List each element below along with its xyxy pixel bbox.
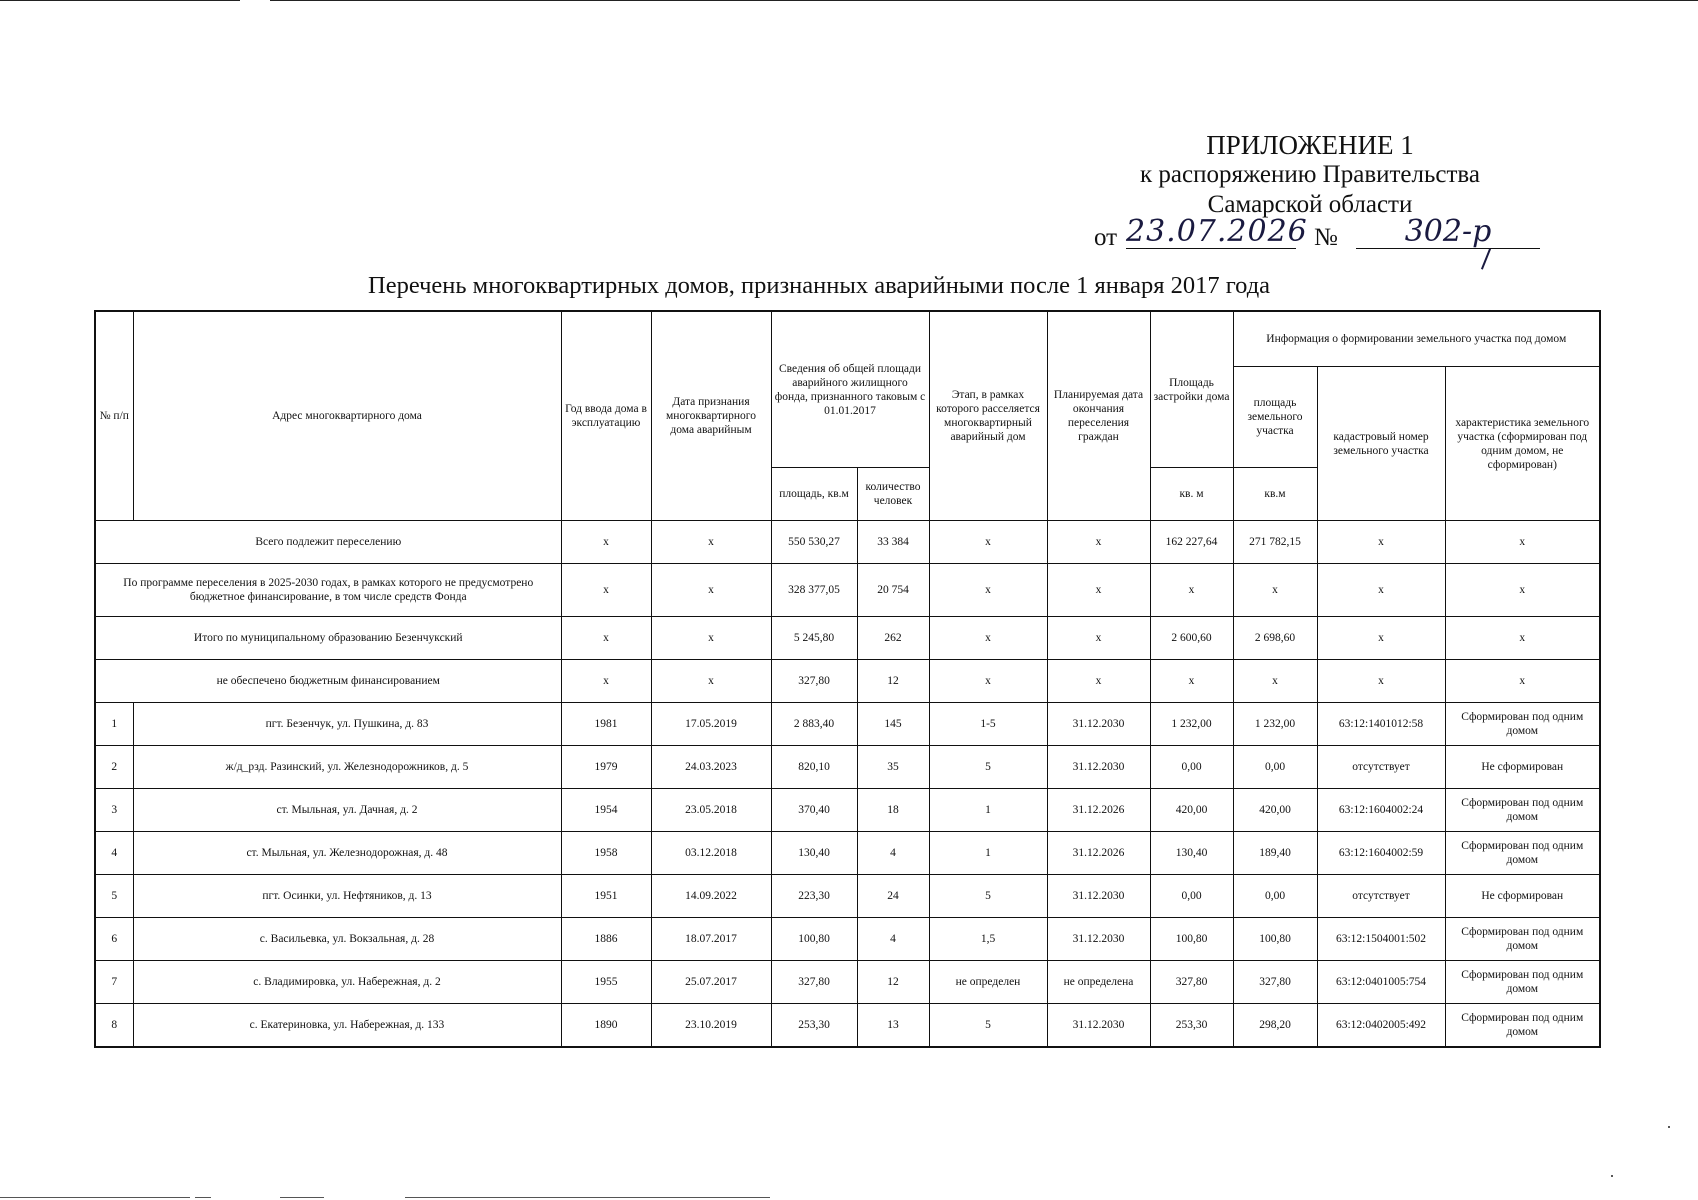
cell-cadastral: 63:12:1604002:59 [1317,832,1445,875]
cell-planned: x [1047,564,1150,617]
table-row [95,746,1600,789]
cell-planned: не определена [1047,961,1150,1004]
cell-stage: 1 [929,789,1047,832]
cell-date: x [651,521,771,564]
cell-stage: 5 [929,1004,1047,1048]
cell-number: 3 [95,789,133,832]
cell-people: 20 754 [857,564,929,617]
cell-stage: 1,5 [929,918,1047,961]
cell-built: 100,80 [1150,918,1233,961]
cell-characteristic: x [1445,660,1600,703]
header-fund-area: площадь, кв.м [771,468,857,521]
summary-row [95,521,1600,564]
cell-address: пгт. Осинки, ул. Нефтяников, д. 13 [133,875,561,918]
header-stage: Этап, в рамках которого расселяется многоквартирный аварийный дом [929,311,1047,521]
cell-cadastral: x [1317,660,1445,703]
scan-bottom-edge [405,1197,770,1198]
cell-planned: 31.12.2030 [1047,875,1150,918]
cell-built: 1 232,00 [1150,703,1233,746]
cell-area: 2 883,40 [771,703,857,746]
header-date-recognized: Дата признания многоквартирного дома аварийным [651,311,771,521]
document-title: Перечень многоквартирных домов, признанных аварийными после 1 января 2017 года [368,272,1271,299]
cell-people: 12 [857,961,929,1004]
cell-land: 420,00 [1233,789,1317,832]
cell-planned: 31.12.2030 [1047,918,1150,961]
header-address: Адрес многоквартирного дома [133,311,561,521]
cell-stage: не определен [929,961,1047,1004]
cell-built: 130,40 [1150,832,1233,875]
cell-area: 100,80 [771,918,857,961]
cell-stage: 5 [929,746,1047,789]
cell-stage: 1 [929,832,1047,875]
cell-number: 1 [95,703,133,746]
cell-cadastral: 63:12:1504001:502 [1317,918,1445,961]
cell-date: x [651,564,771,617]
order-date-line [1090,214,1560,252]
cell-address: ст. Мыльная, ул. Дачная, д. 2 [133,789,561,832]
cell-area: 820,10 [771,746,857,789]
cell-address: с. Екатериновка, ул. Набережная, д. 133 [133,1004,561,1048]
cell-people: 35 [857,746,929,789]
cell-built: 0,00 [1150,875,1233,918]
cell-year: 1979 [561,746,651,789]
cell-characteristic: Не сформирован [1445,746,1600,789]
handwriting-flourish [1481,248,1491,269]
cell-year: 1955 [561,961,651,1004]
cell-year: 1954 [561,789,651,832]
cell-cadastral: x [1317,564,1445,617]
cell-area: 328 377,05 [771,564,857,617]
cell-area: 550 530,27 [771,521,857,564]
table-row [95,789,1600,832]
cell-address: ж/д_рзд. Разинский, ул. Железнодорожников, д. 5 [133,746,561,789]
summary-row [95,617,1600,660]
header-fund-info: Сведения об общей площади аварийного жилищного фонда, признанного таковым с 01.01.2017 [771,311,929,468]
header-characteristic: характеристика земельного участка (сформирован под одним домом, не сформирован) [1445,367,1600,521]
cell-people: 18 [857,789,929,832]
header-land-area-unit: кв.м [1233,468,1317,521]
appendix-block [1090,130,1530,220]
cell-stage: 1-5 [929,703,1047,746]
cell-land: 0,00 [1233,746,1317,789]
table-row [95,961,1600,1004]
cell-date: x [651,617,771,660]
cell-stage: x [929,617,1047,660]
cell-built: 0,00 [1150,746,1233,789]
cell-built: 327,80 [1150,961,1233,1004]
cell-date: 23.05.2018 [651,789,771,832]
header-fund-people: количество человек [857,468,929,521]
scan-bottom-edge [0,1197,190,1198]
cell-stage: 5 [929,875,1047,918]
cell-planned: 31.12.2026 [1047,832,1150,875]
cell-area: 130,40 [771,832,857,875]
cell-number: 8 [95,1004,133,1048]
cell-people: 145 [857,703,929,746]
cell-date: 25.07.2017 [651,961,771,1004]
cell-built: 420,00 [1150,789,1233,832]
cell-cadastral: отсутствует [1317,746,1445,789]
cell-address: ст. Мыльная, ул. Железнодорожная, д. 48 [133,832,561,875]
cell-date: 18.07.2017 [651,918,771,961]
summary-label: Итого по муниципальному образованию Безенчукский [95,617,561,660]
cell-number: 7 [95,961,133,1004]
cell-year: x [561,521,651,564]
cell-characteristic: Сформирован под одним домом [1445,961,1600,1004]
order-from-label: от [1094,224,1118,251]
cell-address: пгт. Безенчук, ул. Пушкина, д. 83 [133,703,561,746]
cell-planned: 31.12.2030 [1047,703,1150,746]
cell-planned: 31.12.2026 [1047,789,1150,832]
table-row [95,875,1600,918]
table-row [95,832,1600,875]
table-row [95,703,1600,746]
cell-stage: x [929,521,1047,564]
cell-cadastral: x [1317,617,1445,660]
cell-area: 223,30 [771,875,857,918]
header-land-area: площадь земельного участка [1233,367,1317,468]
cell-land: x [1233,564,1317,617]
cell-area: 370,40 [771,789,857,832]
cell-planned: 31.12.2030 [1047,746,1150,789]
cell-cadastral: x [1317,521,1445,564]
cell-year: x [561,660,651,703]
cell-cadastral: 63:12:0402005:492 [1317,1004,1445,1048]
cell-land: 2 698,60 [1233,617,1317,660]
cell-year: 1951 [561,875,651,918]
scan-bottom-edge [195,1197,211,1198]
cell-people: 12 [857,660,929,703]
cell-land: 100,80 [1233,918,1317,961]
cell-characteristic: Сформирован под одним домом [1445,789,1600,832]
order-date: 23.07.2026 [1126,214,1308,249]
cell-year: x [561,617,651,660]
cell-date: x [651,660,771,703]
summary-label: Всего подлежит переселению [95,521,561,564]
scan-top-edge [270,0,1698,1]
cell-characteristic: x [1445,617,1600,660]
cell-cadastral: отсутствует [1317,875,1445,918]
cell-address: с. Васильевка, ул. Вокзальная, д. 28 [133,918,561,961]
appendix-line-2: к распоряжению Правительства [1139,161,1480,188]
cell-date: 24.03.2023 [651,746,771,789]
cell-characteristic: x [1445,564,1600,617]
cell-people: 24 [857,875,929,918]
cell-number: 4 [95,832,133,875]
cell-land: 298,20 [1233,1004,1317,1048]
cell-characteristic: Не сформирован [1445,875,1600,918]
cell-year: 1981 [561,703,651,746]
housing-register-table [94,310,1601,1048]
order-number-label: № [1314,224,1338,251]
scan-speck [1611,1175,1613,1177]
scan-speck [1668,1126,1670,1128]
appendix-heading: ПРИЛОЖЕНИЕ 1 [1206,130,1414,160]
cell-stage: x [929,564,1047,617]
cell-people: 33 384 [857,521,929,564]
cell-built: 162 227,64 [1150,521,1233,564]
cell-cadastral: 63:12:0401005:754 [1317,961,1445,1004]
table-row [95,918,1600,961]
cell-number: 2 [95,746,133,789]
cell-year: 1890 [561,1004,651,1048]
scan-top-edge-left [0,0,240,1]
cell-planned: 31.12.2030 [1047,1004,1150,1048]
cell-date: 23.10.2019 [651,1004,771,1048]
header-land-info: Информация о формировании земельного участка под домом [1233,311,1600,367]
header-built-area: Площадь застройки дома [1150,311,1233,468]
header-year: Год ввода дома в эксплуатацию [561,311,651,521]
summary-row [95,564,1600,617]
cell-built: 253,30 [1150,1004,1233,1048]
header-cadastral: кадастровый номер земельного участка [1317,367,1445,521]
summary-label: По программе переселения в 2025-2030 годах, в рамках которого не предусмотрено бюджетное финансирование, в том числе средств Фонда [95,564,561,617]
cell-date: 03.12.2018 [651,832,771,875]
cell-characteristic: Сформирован под одним домом [1445,703,1600,746]
cell-year: 1958 [561,832,651,875]
summary-label: не обеспечено бюджетным финансированием [95,660,561,703]
header-built-area-unit: кв. м [1150,468,1233,521]
cell-land: 189,40 [1233,832,1317,875]
cell-land: 327,80 [1233,961,1317,1004]
cell-planned: x [1047,521,1150,564]
cell-characteristic: Сформирован под одним домом [1445,832,1600,875]
cell-year: 1886 [561,918,651,961]
cell-land: 1 232,00 [1233,703,1317,746]
table-row [95,1004,1600,1048]
cell-cadastral: 63:12:1401012:58 [1317,703,1445,746]
appendix-line-3: Самарской области [1207,191,1413,218]
cell-land: 0,00 [1233,875,1317,918]
cell-date: 14.09.2022 [651,875,771,918]
cell-cadastral: 63:12:1604002:24 [1317,789,1445,832]
cell-planned: x [1047,617,1150,660]
cell-number: 6 [95,918,133,961]
cell-land: 271 782,15 [1233,521,1317,564]
cell-people: 4 [857,918,929,961]
cell-number: 5 [95,875,133,918]
cell-date: 17.05.2019 [651,703,771,746]
header-number: № п/п [95,311,133,521]
cell-stage: x [929,660,1047,703]
cell-land: x [1233,660,1317,703]
cell-area: 253,30 [771,1004,857,1048]
cell-built: x [1150,660,1233,703]
summary-row [95,660,1600,703]
cell-characteristic: x [1445,521,1600,564]
order-number: 302-р [1356,216,1540,249]
cell-area: 327,80 [771,660,857,703]
cell-year: x [561,564,651,617]
cell-area: 327,80 [771,961,857,1004]
cell-address: с. Владимировка, ул. Набережная, д. 2 [133,961,561,1004]
cell-people: 13 [857,1004,929,1048]
scan-bottom-edge [280,1197,324,1198]
cell-characteristic: Сформирован под одним домом [1445,918,1600,961]
cell-area: 5 245,80 [771,617,857,660]
cell-built: x [1150,564,1233,617]
header-planned-date: Планируемая дата окончания переселения граждан [1047,311,1150,521]
cell-people: 4 [857,832,929,875]
cell-people: 262 [857,617,929,660]
cell-characteristic: Сформирован под одним домом [1445,1004,1600,1048]
cell-planned: x [1047,660,1150,703]
cell-built: 2 600,60 [1150,617,1233,660]
